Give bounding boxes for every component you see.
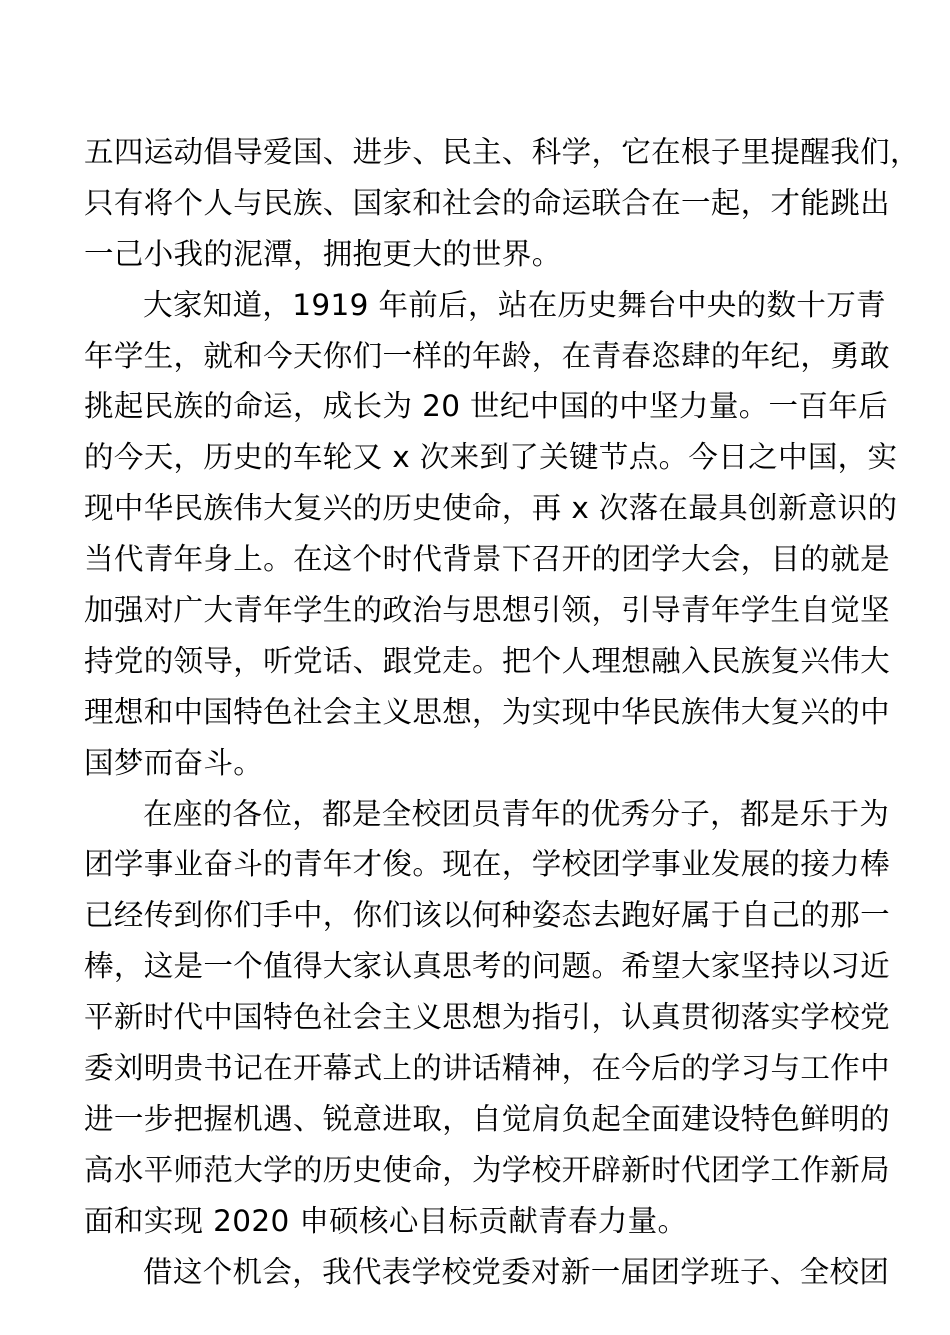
speech-text-body bbox=[84, 127, 920, 1297]
text-line-15: 团学事业奋斗的青年才俊。现在，学校团学事业发展的接力棒 bbox=[84, 847, 890, 882]
paragraph-start-line-14: 在座的各位，都是全校团员青年的优秀分子，都是乐于为 bbox=[143, 796, 890, 831]
paragraph-start-line-4: 大家知道，1919 年前后，站在历史舞台中央的数十万青 bbox=[143, 287, 886, 322]
text-line-10: 加强对广大青年学生的政治与思想引领，引导青年学生自觉坚 bbox=[84, 593, 890, 628]
text-line-8: 现中华民族伟大复兴的历史使命，再 x 次落在最具创新意识的 bbox=[84, 491, 898, 526]
text-line-5: 年学生，就和今天你们一样的年龄，在青春恣肆的年纪，勇敢 bbox=[84, 338, 890, 373]
paragraph-start-line-23: 借这个机会，我代表学校党委对新一届团学班子、全校团 bbox=[143, 1254, 890, 1289]
text-line-3: 一己小我的泥潭，拥抱更大的世界。 bbox=[84, 236, 562, 271]
text-line-1: 五四运动倡导爱国、进步、民主、科学，它在根子里提醒我们， bbox=[84, 135, 920, 169]
text-line-7: 的今天，历史的车轮又 x 次来到了关键节点。今日之中国，实 bbox=[84, 440, 898, 475]
text-line-22: 面和实现 2020 申硕核心目标贡献青春力量。 bbox=[84, 1203, 688, 1238]
text-line-13: 国梦而奋斗。 bbox=[84, 745, 264, 780]
text-line-16: 已经传到你们手中，你们该以何种姿态去跑好属于自己的那一 bbox=[84, 898, 890, 933]
text-line-6: 挑起民族的命运，成长为 20 世纪中国的中坚力量。一百年后 bbox=[84, 389, 888, 424]
text-line-9: 当代青年身上。在这个时代背景下召开的团学大会，目的就是 bbox=[84, 542, 890, 577]
text-line-21: 高水平师范大学的历史使命，为学校开辟新时代团学工作新局 bbox=[84, 1152, 890, 1187]
text-line-17: 棒，这是一个值得大家认真思考的问题。希望大家坚持以习近 bbox=[84, 949, 890, 984]
text-line-19: 委刘明贵书记在开幕式上的讲话精神，在今后的学习与工作中 bbox=[84, 1051, 890, 1086]
text-line-20: 进一步把握机遇、锐意进取，自觉肩负起全面建设特色鲜明的 bbox=[84, 1101, 890, 1136]
text-line-12: 理想和中国特色社会主义思想，为实现中华民族伟大复兴的中 bbox=[84, 694, 890, 729]
text-line-18: 平新时代中国特色社会主义思想为指引，认真贯彻落实学校党 bbox=[84, 1000, 890, 1035]
text-line-11: 持党的领导，听党话、跟党走。把个人理想融入民族复兴伟大 bbox=[84, 643, 890, 678]
text-line-2: 只有将个人与民族、国家和社会的命运联合在一起，才能跳出 bbox=[84, 185, 890, 220]
